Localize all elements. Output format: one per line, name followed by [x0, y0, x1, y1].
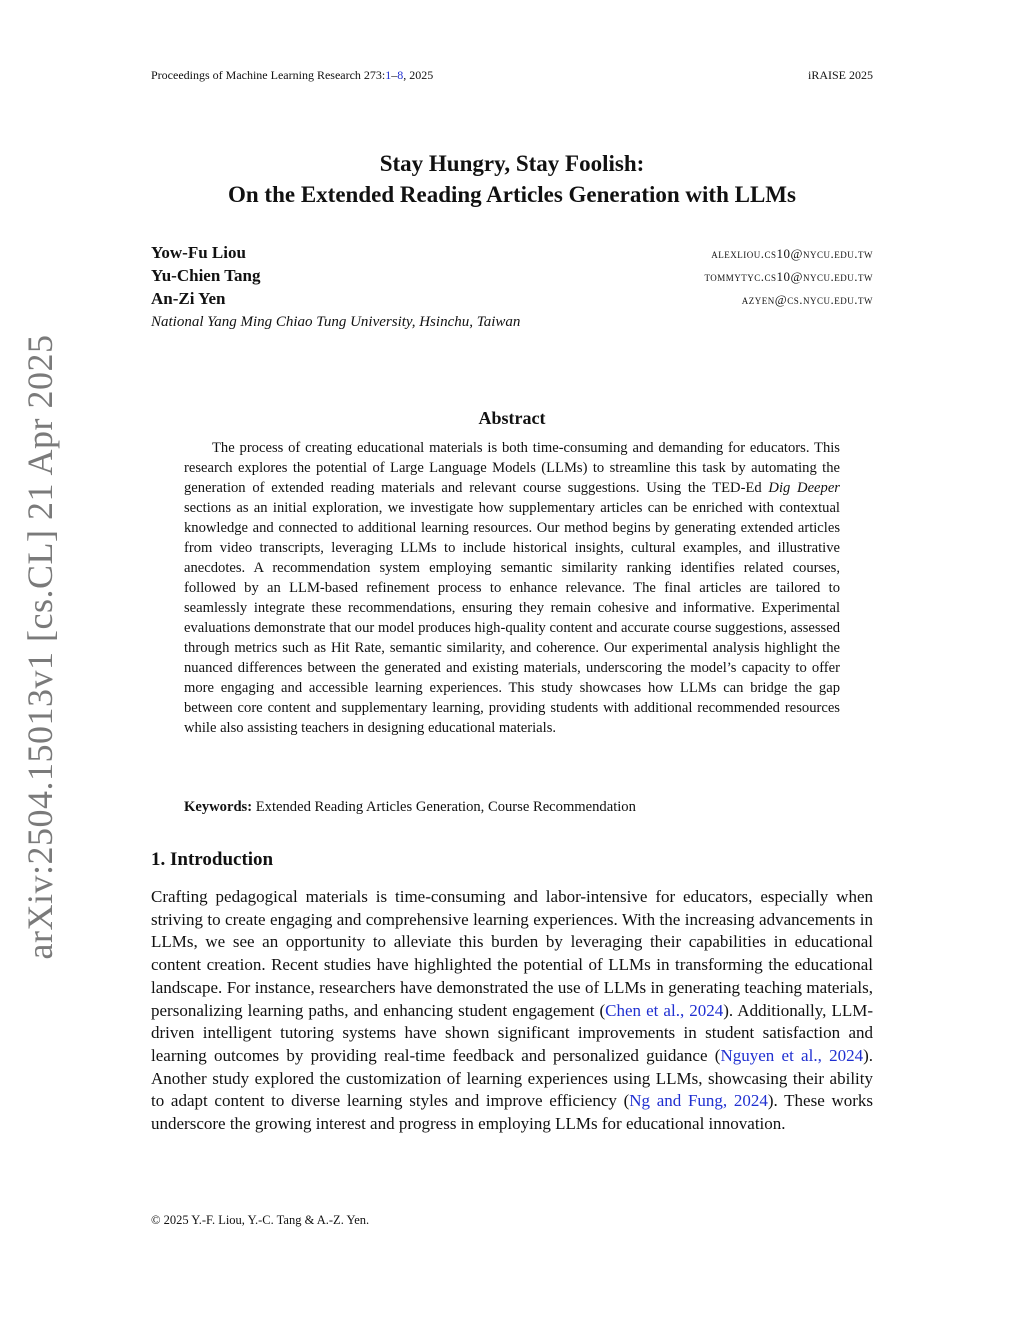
- proceedings-year: , 2025: [403, 68, 434, 82]
- keywords: [184, 799, 840, 816]
- title-line-2: On the Extended Reading Articles Generation with LLMs: [228, 182, 796, 207]
- affiliation: National Yang Ming Chiao Tung University, Hsinchu, Taiwan: [151, 314, 521, 330]
- page-start-link[interactable]: 1: [385, 68, 392, 82]
- page-end-link[interactable]: 8: [397, 68, 404, 82]
- author-email[interactable]: azyen@cs.nycu.edu.tw: [741, 292, 873, 307]
- author-row: [151, 243, 873, 266]
- introduction-paragraph: [151, 886, 873, 1136]
- page-range-dash: –: [391, 68, 398, 82]
- proceedings-text: Proceedings of Machine Learning Research 273:: [151, 68, 386, 82]
- abstract-body: [184, 438, 840, 738]
- abstract-text-2: sections as an initial exploration, we investigate how supplementary articles can be enriched with contextual knowledge and connected to additional learning resources. Our method begins by generating extended articles from video transcripts, leveraging LLMs to include historical insights, cultural examples, and illustrative anecdotes. A recommendation system employing semantic similarity ranking identifies related courses, followed by an LLM-based refinement process to enhance relevance. The final articles are tailored to seamlessly integrate these recommendations, ensuring they remain cohesive and informative. Experimental evaluations demonstrate that our model produces high-quality content and accurate course suggestions, assessed through metrics such as Hit Rate, semantic similarity, and coherence. Our experimental analysis highlight the nuanced differences between the generated and existing materials, underscoring the model’s capacity to offer more engaging and accessible learning experiences. This study showcases how LLMs can bridge the gap between core content and supplementary learning, providing students with additional recommended resources while also assisting teachers in designing educational materials.: [184, 500, 840, 736]
- author-email[interactable]: alexliou.cs10@nycu.edu.tw: [711, 246, 873, 261]
- intro-text-2: ). Additionally, LLM-driven intelligent tutoring systems have shown significant improvements in student satisfaction and learning outcomes by providing real-time feedback and personalized guidance (: [151, 1000, 873, 1065]
- author-block: [151, 243, 873, 331]
- running-header-left: [151, 68, 433, 83]
- abstract-italic: Dig Deeper: [768, 480, 840, 496]
- author-email[interactable]: tommytyc.cs10@nycu.edu.tw: [704, 269, 873, 284]
- running-header-right: iRAISE 2025: [807, 68, 873, 82]
- intro-text-1: Crafting pedagogical materials is time-consuming and labor-intensive for educators, especially when striving to create engaging and comprehensive learning experiences. With the increasing advancements in LLMs, we see an opportunity to alleviate this burden by leveraging their capabilities in educational content creation. Recent studies have highlighted the potential of LLMs in transforming the educational landscape. For instance, researchers have demonstrated the use of LLMs in generating teaching materials, personalizing learning paths, and enhancing student engagement (: [151, 887, 873, 1020]
- intro-text-3: ). Another study explored the customization of learning experiences using LLMs, showcasing their ability to adapt content to diverse learning styles and improve efficiency (: [151, 1045, 874, 1111]
- arxiv-stamp: [12, 334, 68, 960]
- author-name: Yu-Chien Tang: [151, 266, 261, 285]
- abstract-heading: Abstract: [478, 408, 546, 428]
- author-name: An-Zi Yen: [151, 289, 226, 308]
- intro-text-4: ). These works underscore the growing interest and progress in employing LLMs for educational innovation.: [151, 1091, 873, 1134]
- keywords-text: Extended Reading Articles Generation, Course Recommendation: [252, 799, 636, 815]
- title-line-1: Stay Hungry, Stay Foolish:: [379, 151, 645, 176]
- section-heading-introduction: 1. Introduction: [151, 849, 274, 870]
- arxiv-stamp-text[interactable]: arXiv:2504.15013v1 [cs.CL] 21 Apr 2025: [20, 334, 60, 960]
- citation-link[interactable]: Nguyen et al., 2024: [720, 1045, 864, 1065]
- author-name: Yow-Fu Liou: [151, 243, 246, 262]
- citation-link[interactable]: Ng and Fung, 2024: [629, 1091, 768, 1111]
- paper-title: [0, 148, 1024, 210]
- citation-link[interactable]: Chen et al., 2024: [605, 1000, 724, 1020]
- author-row: [151, 266, 873, 289]
- abstract-text-1: The process of creating educational materials is both time-consuming and demanding for educators. This research explores the potential of Large Language Models (LLMs) to streamline this task by automating the generation of extended reading materials and relevant course suggestions. Using the TED-Ed: [184, 440, 840, 496]
- keywords-label: Keywords:: [184, 799, 253, 815]
- copyright-footer: © 2025 Y.-F. Liou, Y.-C. Tang & A.-Z. Yen.: [151, 1213, 370, 1227]
- author-row: [151, 289, 873, 312]
